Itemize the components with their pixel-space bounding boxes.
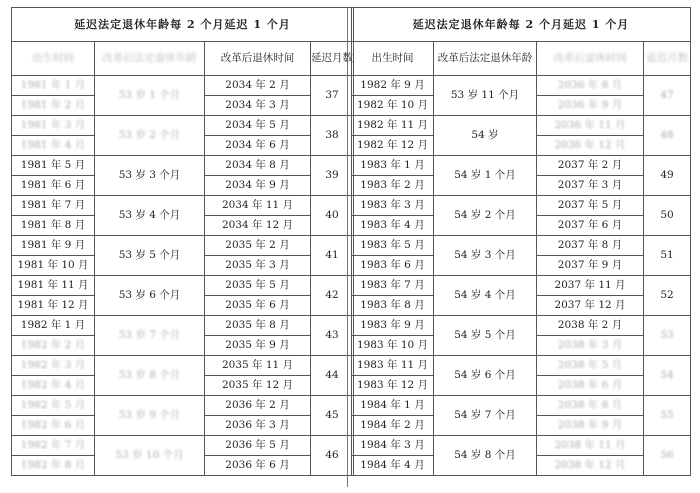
- delay-cell: 50: [644, 196, 691, 236]
- delay-cell: 45: [311, 396, 354, 436]
- age-cell: 54 岁 7 个月: [434, 396, 537, 436]
- table-row: [352, 236, 691, 256]
- right-header-retire: 改革后退休时间: [537, 42, 644, 76]
- retire-cell: 2036 年 11 月: [537, 116, 644, 136]
- birth-cell: 1983 年 8 月: [352, 296, 434, 316]
- retire-cell: 2038 年 3 月: [537, 336, 644, 356]
- birth-cell: 1983 年 7 月: [352, 276, 434, 296]
- retire-cell: 2036 年 9 月: [537, 96, 644, 116]
- birth-cell: 1982 年 12 月: [352, 136, 434, 156]
- left-table-panel: [11, 7, 354, 476]
- table-row: [12, 276, 354, 296]
- birth-cell: 1981 年 12 月: [12, 296, 95, 316]
- age-cell: 54 岁: [434, 116, 537, 156]
- age-cell: 54 岁 6 个月: [434, 356, 537, 396]
- table-row: [352, 276, 691, 296]
- delay-cell: 49: [644, 156, 691, 196]
- retire-cell: 2037 年 9 月: [537, 256, 644, 276]
- birth-cell: 1983 年 2 月: [352, 176, 434, 196]
- delay-cell: 53: [644, 316, 691, 356]
- birth-cell: 1982 年 8 月: [12, 456, 95, 476]
- birth-cell: 1981 年 2 月: [12, 96, 95, 116]
- birth-cell: 1983 年 12 月: [352, 376, 434, 396]
- retire-cell: 2038 年 6 月: [537, 376, 644, 396]
- delay-cell: 55: [644, 396, 691, 436]
- birth-cell: 1984 年 3 月: [352, 436, 434, 456]
- birth-cell: 1984 年 1 月: [352, 396, 434, 416]
- table-row: [12, 436, 354, 456]
- delay-cell: 51: [644, 236, 691, 276]
- birth-cell: 1982 年 3 月: [12, 356, 95, 376]
- birth-cell: 1981 年 11 月: [12, 276, 95, 296]
- delay-cell: 43: [311, 316, 354, 356]
- age-cell: 54 岁 2 个月: [434, 196, 537, 236]
- right-header-birth: 出生时间: [352, 42, 434, 76]
- retire-cell: 2034 年 2 月: [205, 76, 311, 96]
- retire-cell: 2038 年 5 月: [537, 356, 644, 376]
- table-row: [12, 236, 354, 256]
- retire-cell: 2034 年 6 月: [205, 136, 311, 156]
- birth-cell: 1983 年 1 月: [352, 156, 434, 176]
- table-row: [12, 76, 354, 96]
- left-header-retire: 改革后退休时间: [205, 42, 311, 76]
- birth-cell: 1984 年 2 月: [352, 416, 434, 436]
- table-row: [352, 76, 691, 96]
- age-cell: 53 岁 1 个月: [95, 76, 205, 116]
- left-table-title: 延迟法定退休年龄每 2 个月延迟 1 个月: [12, 8, 354, 42]
- birth-cell: 1983 年 3 月: [352, 196, 434, 216]
- age-cell: 53 岁 2 个月: [95, 116, 205, 156]
- retire-cell: 2036 年 3 月: [205, 416, 311, 436]
- birth-cell: 1981 年 10 月: [12, 256, 95, 276]
- table-row: [352, 356, 691, 376]
- left-retirement-table: [11, 7, 354, 476]
- birth-cell: 1982 年 7 月: [12, 436, 95, 456]
- delay-cell: 38: [311, 116, 354, 156]
- retire-cell: 2037 年 11 月: [537, 276, 644, 296]
- retire-cell: 2036 年 2 月: [205, 396, 311, 416]
- retire-cell: 2037 年 2 月: [537, 156, 644, 176]
- delay-cell: 41: [311, 236, 354, 276]
- delay-cell: 56: [644, 436, 691, 476]
- age-cell: 53 岁 6 个月: [95, 276, 205, 316]
- birth-cell: 1981 年 5 月: [12, 156, 95, 176]
- delay-cell: 54: [644, 356, 691, 396]
- age-cell: 53 岁 9 个月: [95, 396, 205, 436]
- table-row: [352, 396, 691, 416]
- retire-cell: 2038 年 12 月: [537, 456, 644, 476]
- retire-cell: 2038 年 2 月: [537, 316, 644, 336]
- age-cell: 53 岁 5 个月: [95, 236, 205, 276]
- birth-cell: 1982 年 9 月: [352, 76, 434, 96]
- birth-cell: 1982 年 1 月: [12, 316, 95, 336]
- age-cell: 53 岁 7 个月: [95, 316, 205, 356]
- retire-cell: 2037 年 3 月: [537, 176, 644, 196]
- table-row: [12, 156, 354, 176]
- birth-cell: 1981 年 6 月: [12, 176, 95, 196]
- table-row: [12, 316, 354, 336]
- birth-cell: 1981 年 1 月: [12, 76, 95, 96]
- retire-cell: 2037 年 12 月: [537, 296, 644, 316]
- birth-cell: 1981 年 8 月: [12, 216, 95, 236]
- delay-cell: 37: [311, 76, 354, 116]
- table-row: [12, 356, 354, 376]
- birth-cell: 1982 年 5 月: [12, 396, 95, 416]
- retire-cell: 2035 年 3 月: [205, 256, 311, 276]
- table-row: [12, 396, 354, 416]
- birth-cell: 1983 年 6 月: [352, 256, 434, 276]
- birth-cell: 1983 年 5 月: [352, 236, 434, 256]
- age-cell: 54 岁 4 个月: [434, 276, 537, 316]
- retire-cell: 2037 年 5 月: [537, 196, 644, 216]
- retire-cell: 2034 年 5 月: [205, 116, 311, 136]
- table-row: [352, 196, 691, 216]
- age-cell: 54 岁 1 个月: [434, 156, 537, 196]
- birth-cell: 1983 年 11 月: [352, 356, 434, 376]
- age-cell: 53 岁 4 个月: [95, 196, 205, 236]
- birth-cell: 1982 年 6 月: [12, 416, 95, 436]
- delay-cell: 52: [644, 276, 691, 316]
- delay-cell: 48: [644, 116, 691, 156]
- retire-cell: 2036 年 6 月: [205, 456, 311, 476]
- retire-cell: 2037 年 8 月: [537, 236, 644, 256]
- retire-cell: 2038 年 8 月: [537, 396, 644, 416]
- birth-cell: 1983 年 4 月: [352, 216, 434, 236]
- left-header-birth: 出生时间: [12, 42, 95, 76]
- table-row: [352, 116, 691, 136]
- retire-cell: 2035 年 11 月: [205, 356, 311, 376]
- birth-cell: 1981 年 9 月: [12, 236, 95, 256]
- retire-cell: 2034 年 3 月: [205, 96, 311, 116]
- table-row: [12, 116, 354, 136]
- retire-cell: 2035 年 12 月: [205, 376, 311, 396]
- age-cell: 54 岁 3 个月: [434, 236, 537, 276]
- table-row: [352, 436, 691, 456]
- right-table-panel: [351, 7, 691, 476]
- birth-cell: 1984 年 4 月: [352, 456, 434, 476]
- right-header-age: 改革后法定退休年龄: [434, 42, 537, 76]
- retire-cell: 2037 年 6 月: [537, 216, 644, 236]
- delay-cell: 40: [311, 196, 354, 236]
- birth-cell: 1983 年 10 月: [352, 336, 434, 356]
- retire-cell: 2038 年 9 月: [537, 416, 644, 436]
- birth-cell: 1982 年 10 月: [352, 96, 434, 116]
- right-header-delay: 延迟月数: [644, 42, 691, 76]
- retire-cell: 2036 年 8 月: [537, 76, 644, 96]
- right-retirement-table: [351, 7, 691, 476]
- delay-cell: 44: [311, 356, 354, 396]
- birth-cell: 1981 年 4 月: [12, 136, 95, 156]
- age-cell: 53 岁 11 个月: [434, 76, 537, 116]
- table-row: [352, 156, 691, 176]
- age-cell: 54 岁 8 个月: [434, 436, 537, 476]
- retire-cell: 2035 年 6 月: [205, 296, 311, 316]
- age-cell: 53 岁 3 个月: [95, 156, 205, 196]
- birth-cell: 1981 年 3 月: [12, 116, 95, 136]
- delay-cell: 39: [311, 156, 354, 196]
- retire-cell: 2034 年 9 月: [205, 176, 311, 196]
- table-row: [352, 316, 691, 336]
- age-cell: 54 岁 5 个月: [434, 316, 537, 356]
- retire-cell: 2035 年 9 月: [205, 336, 311, 356]
- age-cell: 53 岁 10 个月: [95, 436, 205, 476]
- retire-cell: 2036 年 5 月: [205, 436, 311, 456]
- delay-cell: 46: [311, 436, 354, 476]
- birth-cell: 1983 年 9 月: [352, 316, 434, 336]
- retire-cell: 2034 年 8 月: [205, 156, 311, 176]
- retire-cell: 2035 年 5 月: [205, 276, 311, 296]
- birth-cell: 1981 年 7 月: [12, 196, 95, 216]
- birth-cell: 1982 年 2 月: [12, 336, 95, 356]
- retire-cell: 2034 年 12 月: [205, 216, 311, 236]
- retire-cell: 2034 年 11 月: [205, 196, 311, 216]
- retire-cell: 2038 年 11 月: [537, 436, 644, 456]
- left-header-age: 改革后法定退休年龄: [95, 42, 205, 76]
- delay-cell: 47: [644, 76, 691, 116]
- left-header-delay: 延迟月数: [311, 42, 354, 76]
- age-cell: 53 岁 8 个月: [95, 356, 205, 396]
- retire-cell: 2035 年 8 月: [205, 316, 311, 336]
- right-table-title: 延迟法定退休年龄每 2 个月延迟 1 个月: [352, 8, 691, 42]
- retire-cell: 2035 年 2 月: [205, 236, 311, 256]
- retire-cell: 2036 年 12 月: [537, 136, 644, 156]
- delay-cell: 42: [311, 276, 354, 316]
- table-row: [12, 196, 354, 216]
- birth-cell: 1982 年 11 月: [352, 116, 434, 136]
- birth-cell: 1982 年 4 月: [12, 376, 95, 396]
